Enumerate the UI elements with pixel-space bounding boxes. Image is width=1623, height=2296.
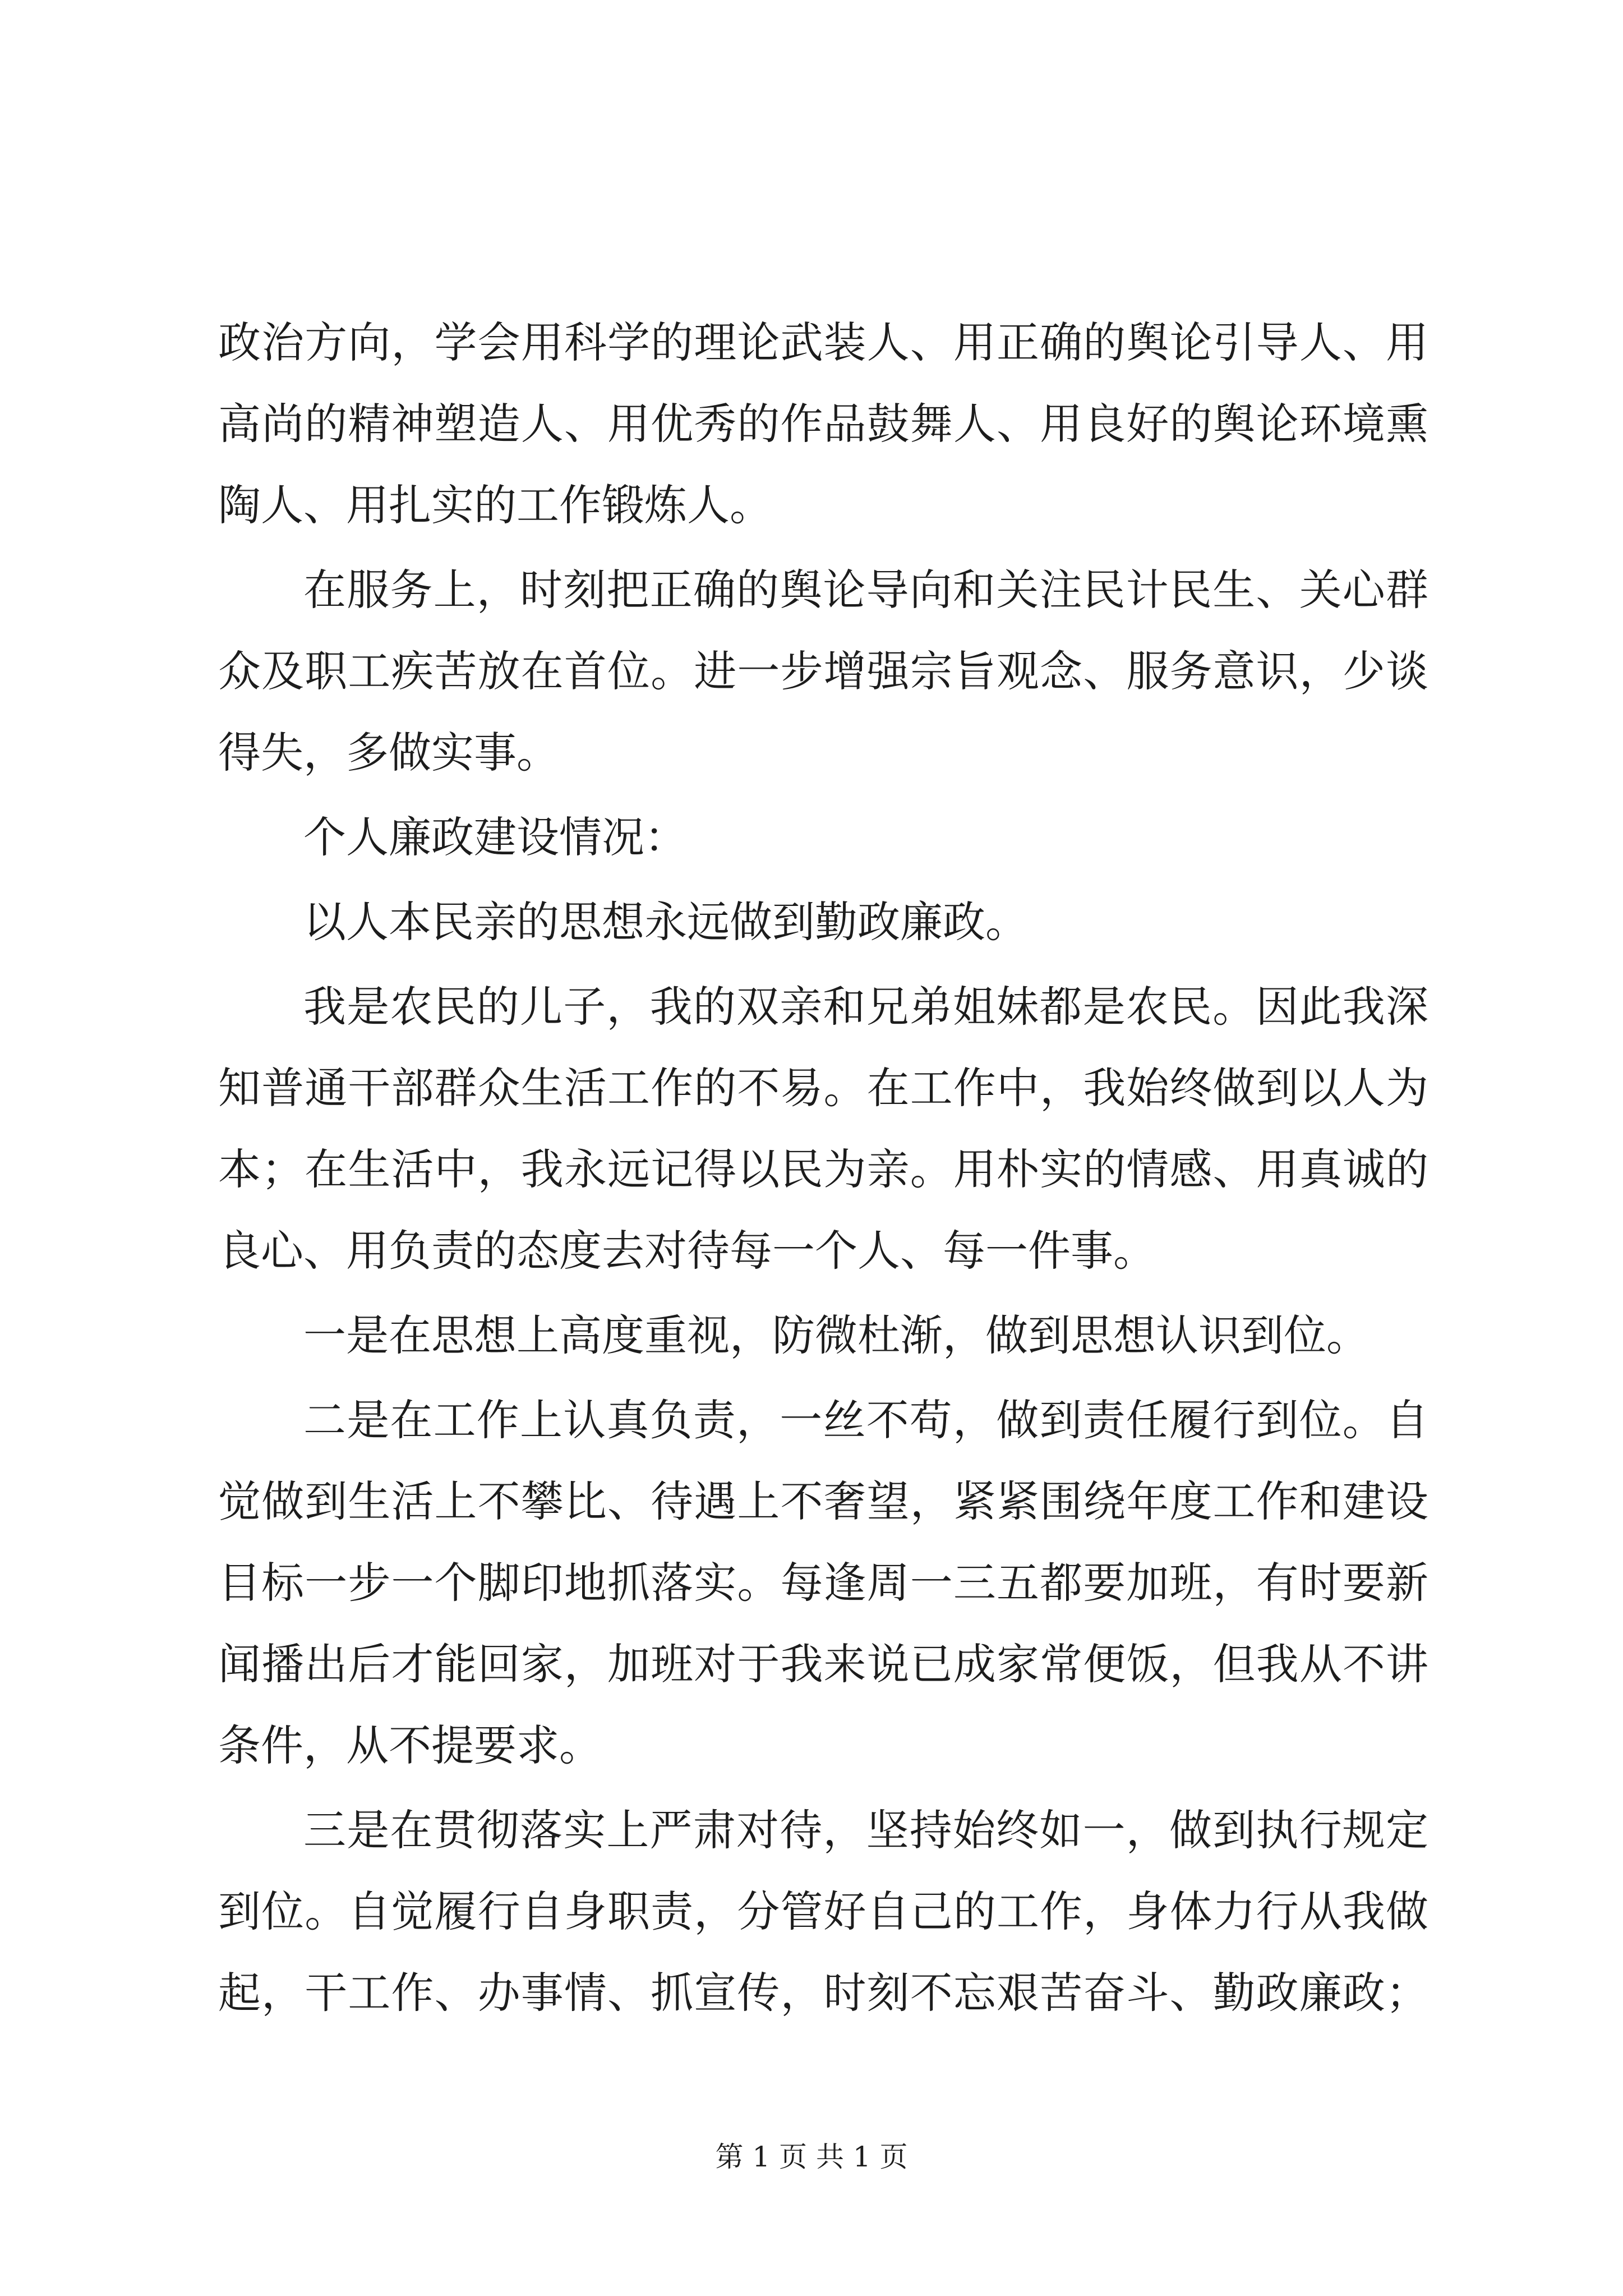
text-line: 觉做到生活上不攀比、待遇上不奢望，紧紧围绕年度工作和建设	[218, 1476, 1428, 1526]
paragraph-principle	[218, 881, 1428, 963]
text-line: 良心、用负责的态度去对待每一个人、每一件事。	[218, 1226, 1156, 1276]
text-line: 以人本民亲的思想永远做到勤政廉政。	[303, 897, 1028, 947]
paragraph-point-three	[218, 1789, 1428, 2033]
paragraph-background	[218, 966, 1428, 1291]
text-line: 二是在工作上认真负责，一丝不苟，做到责任履行到位。自	[303, 1395, 1428, 1445]
document-body	[218, 302, 1428, 2033]
text-line: 高尚的精神塑造人、用优秀的作品鼓舞人、用良好的舆论环境熏	[218, 399, 1428, 449]
text-line: 陶人、用扎实的工作锻炼人。	[218, 480, 772, 530]
text-line: 得失，多做实事。	[218, 728, 559, 777]
paragraph-point-one	[218, 1295, 1428, 1376]
text-line: 政治方向，学会用科学的理论武装人、用正确的舆论引导人、用	[218, 318, 1428, 367]
paragraph-service	[218, 549, 1428, 793]
text-line: 目标一步一个脚印地抓落实。每逢周一三五都要加班，有时要新	[218, 1558, 1428, 1608]
text-line: 我是农民的儿子，我的双亲和兄弟姐妹都是农民。因此我深	[303, 982, 1428, 1032]
text-line: 知普通干部群众生活工作的不易。在工作中，我始终做到以人为	[218, 1063, 1428, 1113]
text-line: 起，干工作、办事情、抓宣传，时刻不忘艰苦奋斗、勤政廉政；	[218, 1968, 1428, 2018]
text-line: 个人廉政建设情况：	[303, 812, 687, 862]
text-line: 一是在思想上高度重视，防微杜渐，做到思想认识到位。	[303, 1310, 1369, 1360]
text-line: 本；在生活中，我永远记得以民为亲。用朴实的情感、用真诚的	[218, 1144, 1428, 1194]
text-line: 三是在贯彻落实上严肃对待，坚持始终如一，做到执行规定	[303, 1805, 1428, 1855]
page-number-footer: 第 1 页 共 1 页	[715, 2141, 908, 2173]
text-line: 在服务上，时刻把正确的舆论导向和关注民计民生、关心群	[303, 565, 1428, 615]
text-line: 到位。自觉履行自身职责，分管好自己的工作，身体力行从我做	[218, 1887, 1428, 1936]
paragraph-political-direction	[218, 302, 1428, 546]
text-line: 条件，从不提要求。	[218, 1720, 602, 1770]
text-line: 闻播出后才能回家，加班对于我来说已成家常便饭，但我从不讲	[218, 1639, 1428, 1689]
text-line: 众及职工疾苦放在首位。进一步增强宗旨观念、服务意识，少谈	[218, 646, 1428, 696]
section-heading-integrity	[218, 797, 1428, 878]
paragraph-point-two	[218, 1379, 1428, 1786]
